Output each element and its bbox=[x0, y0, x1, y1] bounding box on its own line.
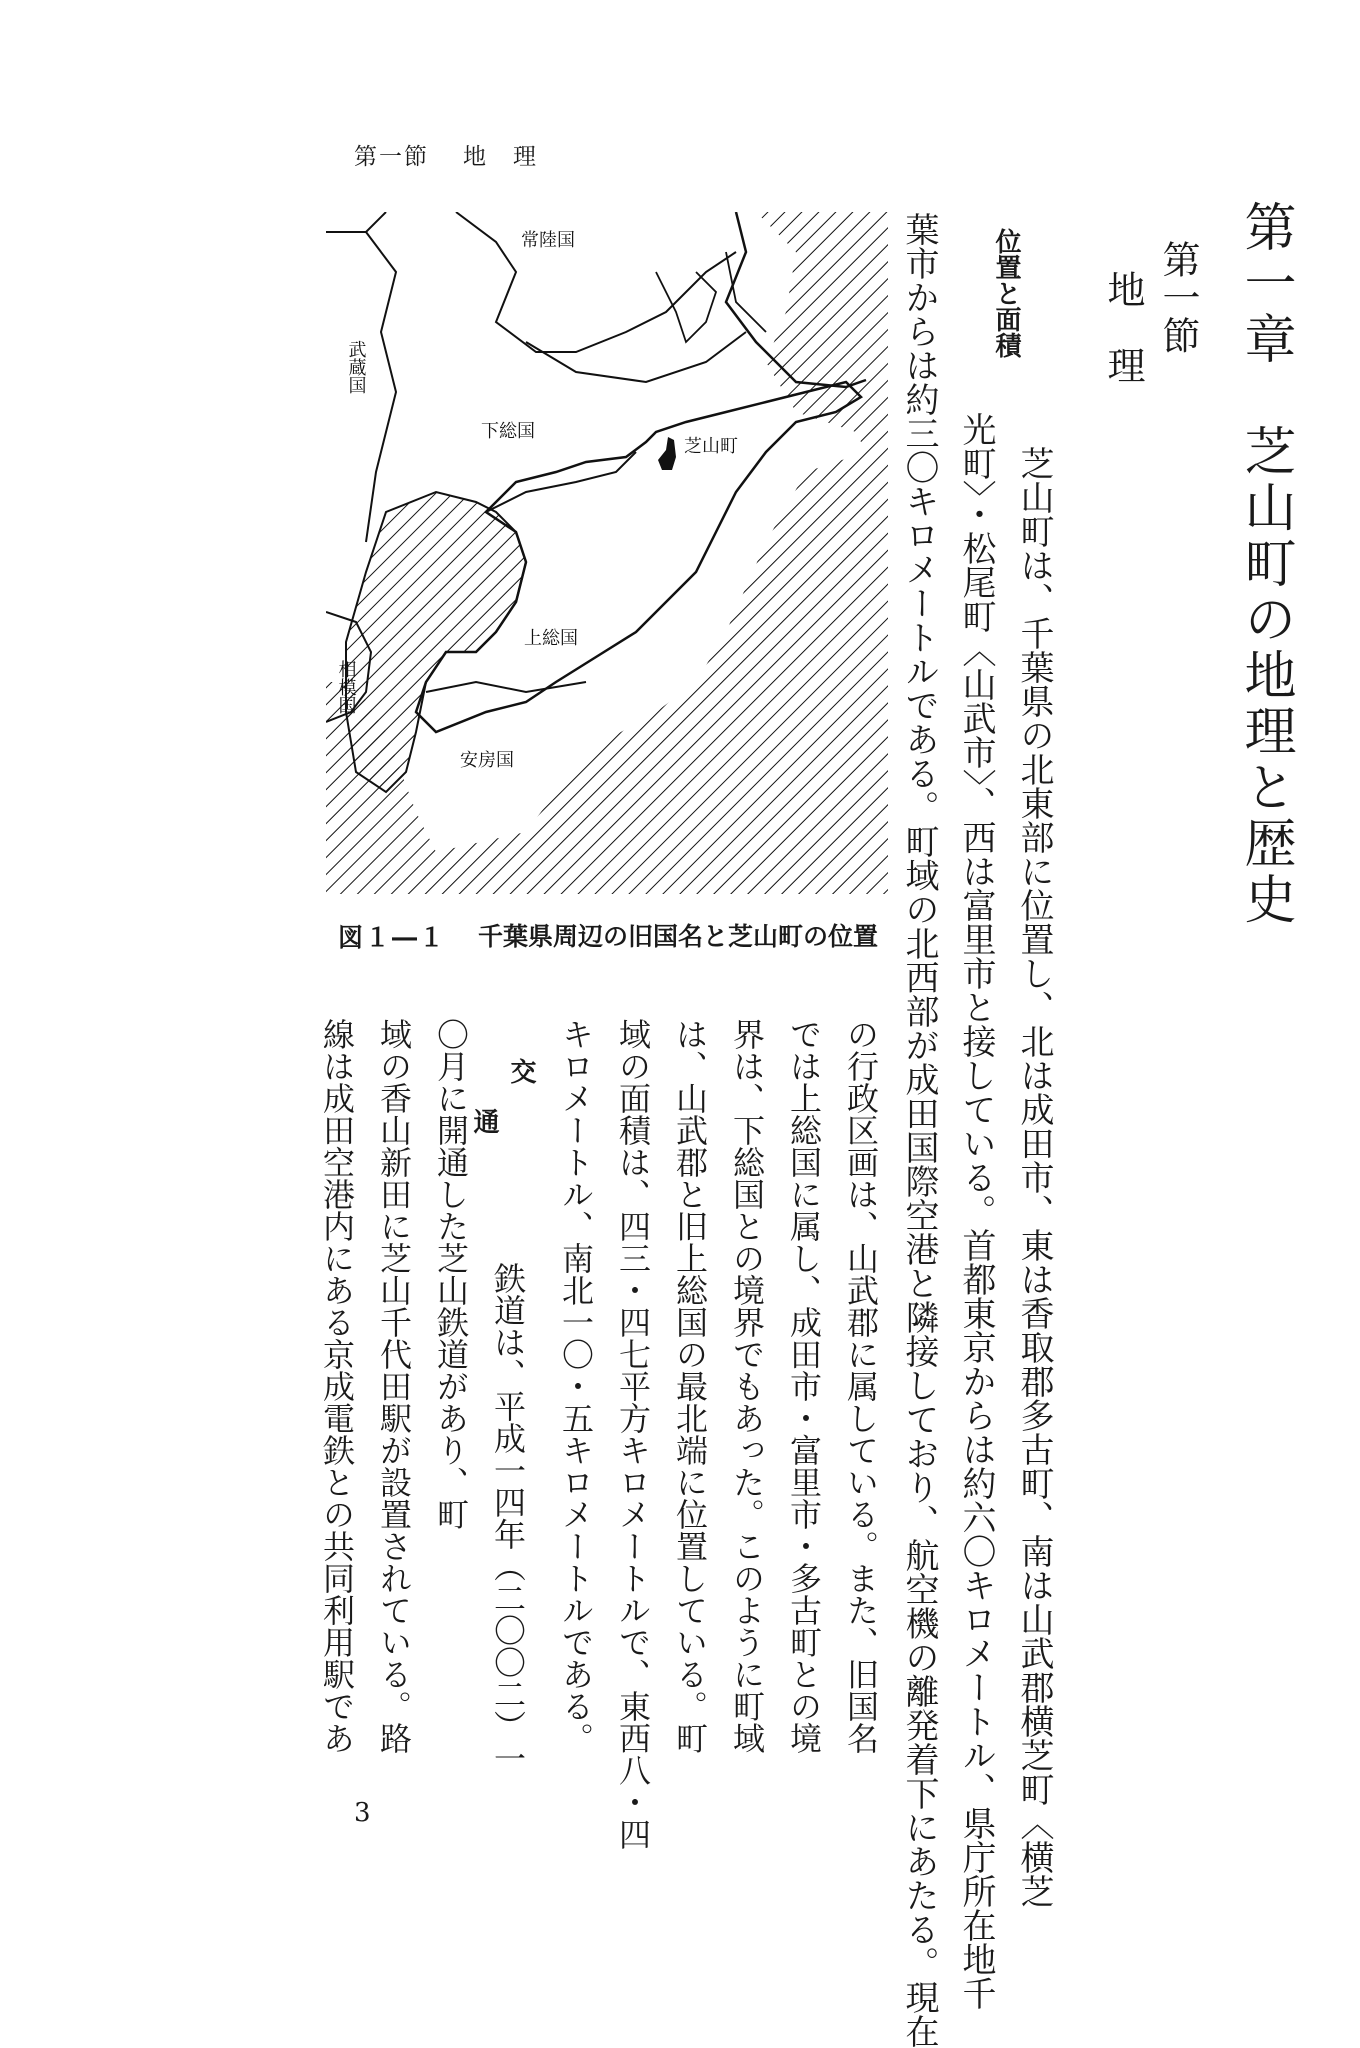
running-header bbox=[354, 138, 538, 171]
border-line bbox=[326, 212, 386, 232]
label-musashi: 武蔵国 bbox=[345, 340, 367, 394]
running-header-name: 地 理 bbox=[463, 144, 538, 170]
body-column: 線は成田空港内にある京成電鉄との共同利用駅であ bbox=[318, 1018, 356, 1754]
label-awa: 安房国 bbox=[460, 750, 514, 771]
river-line bbox=[656, 272, 716, 342]
running-header-section: 第一節 bbox=[354, 144, 429, 170]
body-column: 光町〉・松尾町〈山武市〉、西は富里市と接している。首都東京からは約六〇キロメートル、県庁所在地千 bbox=[956, 412, 996, 2010]
shibayama-marker bbox=[658, 437, 676, 470]
page-number: 3 bbox=[354, 1798, 371, 1828]
section-title-number: 第一節 bbox=[1156, 240, 1200, 354]
body-column: 葉市からは約三〇キロメートルである。町域の北西部が成田国際空港と隣接しており、航空機の離発着下にあたる。現在 bbox=[899, 212, 939, 2048]
body-column: キロメートル、南北一〇・五キロメートルである。 bbox=[557, 1018, 595, 1754]
section-title bbox=[1096, 240, 1206, 384]
border-line bbox=[486, 452, 636, 512]
border-line bbox=[456, 212, 736, 352]
label-kazusa: 上総国 bbox=[524, 628, 578, 649]
body-column: 域の面積は、四三・四七平方キロメートルで、東西八・四 bbox=[614, 1018, 652, 1850]
body-column: は、山武郡と旧上総国の最北端に位置している。町 bbox=[671, 1018, 709, 1754]
body-column: 〇月に開通した芝山鉄道があり、町 bbox=[432, 1018, 470, 1530]
bay-hatch bbox=[346, 492, 526, 792]
subhead-traffic bbox=[466, 1058, 540, 1134]
label-sagami: 相模国 bbox=[335, 660, 357, 714]
river-line bbox=[726, 252, 766, 332]
label-shimousa: 下総国 bbox=[481, 421, 535, 442]
figure-caption-number: 図１―１ bbox=[338, 923, 447, 952]
map-figure bbox=[326, 212, 888, 894]
border-line bbox=[366, 232, 396, 542]
body-column: では上総国に属し、成田市・富里市・多古町との境 bbox=[785, 1018, 823, 1754]
body-column: 界は、下総国との境界でもあった。このように町域 bbox=[728, 1018, 766, 1754]
label-shibayama: 芝山町 bbox=[684, 436, 738, 457]
border-line bbox=[426, 682, 586, 692]
border-line bbox=[526, 332, 746, 382]
figure-caption-text: 千葉県周辺の旧国名と芝山町の位置 bbox=[478, 922, 879, 951]
body-column: 芝山町は、千葉県の北東部に位置し、北は成田市、東は香取郡多古町、南は山武郡横芝町〈横芝 bbox=[1014, 412, 1054, 1908]
chapter-title: 第一章 芝山町の地理と歴史 bbox=[1235, 200, 1295, 928]
label-hitachi: 常陸国 bbox=[521, 230, 575, 251]
body-column: 域の香山新田に芝山千代田駅が設置されている。路 bbox=[375, 1018, 413, 1754]
subhead-traffic-1: 交 bbox=[506, 1058, 536, 1084]
body-column: 鉄道は、平成一四年（二〇〇二）一 bbox=[489, 1230, 527, 1774]
subhead-position-area: 位置と面積 bbox=[991, 228, 1021, 358]
section-title-name: 地 理 bbox=[1101, 270, 1145, 384]
body-column: の行政区画は、山武郡に属している。また、旧国名 bbox=[842, 1018, 880, 1754]
subhead-traffic-2: 通 bbox=[469, 1108, 499, 1134]
